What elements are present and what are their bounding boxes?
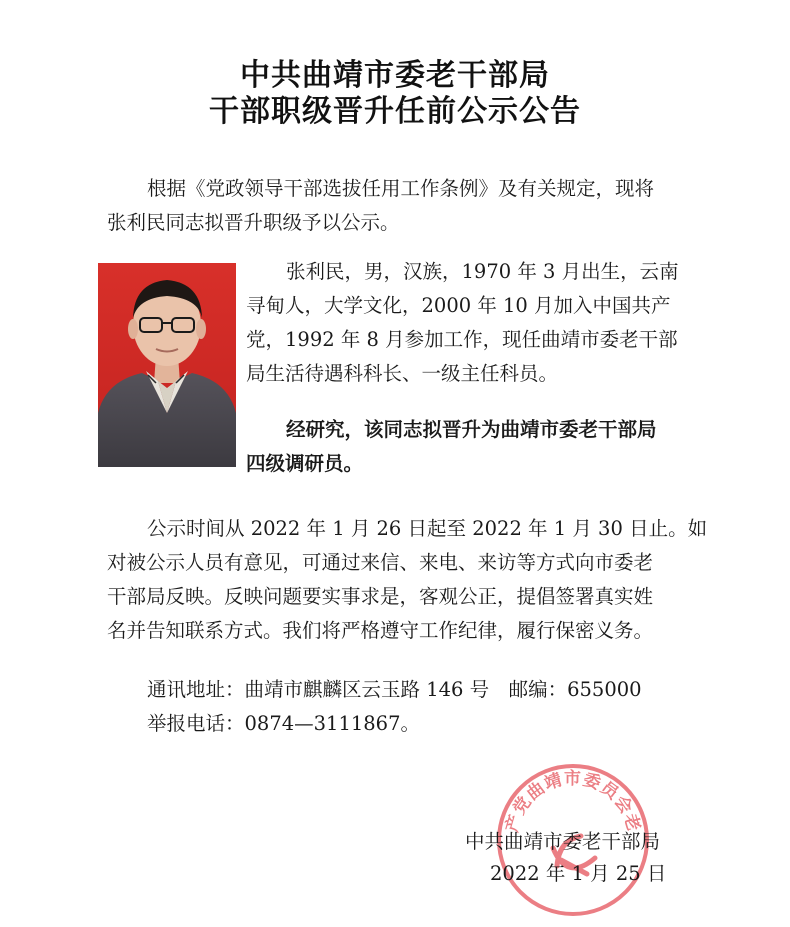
contact-block bbox=[147, 673, 642, 741]
profile-line: 局生活待遇科科长、一级主任科员。 bbox=[246, 362, 559, 385]
intro-paragraph bbox=[107, 172, 654, 240]
contact-phone: 举报电话：0874—3111867。 bbox=[147, 712, 420, 735]
profile-line: 张利民，男，汉族，1970 年 3 月出生，云南 bbox=[286, 260, 679, 283]
decision-line: 四级调研员。 bbox=[246, 452, 364, 475]
contact-address: 通讯地址：曲靖市麒麟区云玉路 146 号 邮编：655000 bbox=[147, 678, 642, 701]
profile-line: 寻甸人，大学文化，2000 年 10 月加入中国共产 bbox=[246, 294, 671, 317]
signature-organization: 中共曲靖市委老干部局 bbox=[465, 830, 661, 853]
seal-text: 产党曲靖市委员会老 bbox=[502, 769, 644, 835]
intro-line: 张利民同志拟晋升职级予以公示。 bbox=[107, 211, 400, 234]
notice-line: 干部局反映。反映问题要实事求是，客观公正，提倡签署真实姓 bbox=[107, 585, 654, 608]
document-title-line1: 中共曲靖市委老干部局 bbox=[240, 58, 550, 93]
profile-line: 党，1992 年 8 月参加工作，现任曲靖市委老干部 bbox=[246, 328, 678, 351]
svg-text:中国共产党曲靖市委员会老干部局 bbox=[495, 762, 644, 834]
document-title-line2: 干部职级晋升任前公示公告 bbox=[209, 94, 581, 129]
intro-line: 根据《党政领导干部选拔任用工作条例》及有关规定，现将 bbox=[147, 177, 655, 200]
profile-paragraph bbox=[246, 255, 679, 391]
signature-date: 2022 年 1 月 25 日 bbox=[490, 862, 667, 885]
notice-line: 名并告知联系方式。我们将严格遵守工作纪律，履行保密义务。 bbox=[107, 619, 654, 642]
candidate-photo bbox=[98, 263, 236, 467]
decision-line: 经研究，该同志拟晋升为曲靖市委老干部局 bbox=[286, 418, 657, 441]
notice-line: 对被公示人员有意见，可通过来信、来电、来访等方式向市委老 bbox=[107, 551, 654, 574]
decision-paragraph bbox=[246, 413, 657, 481]
notice-line: 公示时间从 2022 年 1 月 26 日起至 2022 年 1 月 30 日止。如 bbox=[147, 517, 708, 540]
notice-paragraph bbox=[107, 512, 707, 648]
